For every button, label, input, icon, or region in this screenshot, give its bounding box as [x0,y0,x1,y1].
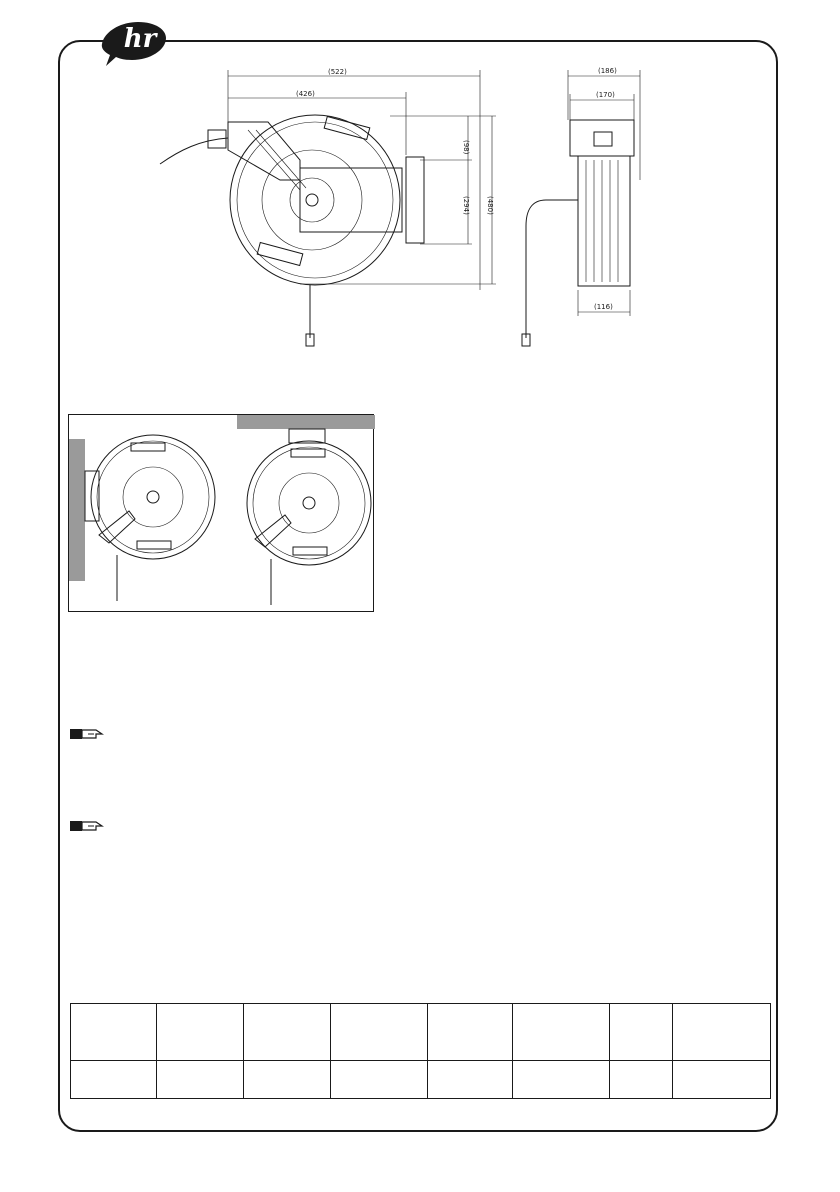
dim-base-width: (116) [594,303,613,311]
spec-header-cell [513,1004,610,1061]
spec-data-row [71,1060,771,1098]
spec-header-cell [331,1004,428,1061]
spec-data-cell [157,1060,244,1098]
logo-text: hr [123,24,157,54]
pointing-hand-icon [70,726,106,742]
mounting-options-figure [68,414,374,612]
front-view-drawing [150,60,510,360]
note-2 [70,818,106,834]
spec-header-cell [244,1004,331,1061]
pointing-hand-icon [70,818,106,834]
spec-data-cell [513,1060,610,1098]
dim-top-offset: (98) [462,140,470,155]
spec-data-cell [428,1060,513,1098]
side-view-drawing [510,60,660,360]
note-1 [70,726,106,742]
spec-header-cell [610,1004,673,1061]
dim-overall-height: (480) [486,196,494,215]
dim-inner-width: (426) [296,90,315,98]
spec-header-cell [157,1004,244,1061]
spec-data-cell [244,1060,331,1098]
dim-overall-width: (522) [328,68,347,76]
spec-data-cell [673,1060,771,1098]
spec-header-cell [673,1004,771,1061]
spec-data-cell [610,1060,673,1098]
spec-header-row [71,1004,771,1061]
spec-header-cell [71,1004,157,1061]
spec-table [70,1003,771,1099]
dim-overall-depth: (186) [598,67,617,75]
spec-header-cell [428,1004,513,1061]
dim-plate-width: (170) [596,91,615,99]
spec-data-cell [71,1060,157,1098]
dim-mount-height: (294) [462,196,470,215]
spec-data-cell [331,1060,428,1098]
